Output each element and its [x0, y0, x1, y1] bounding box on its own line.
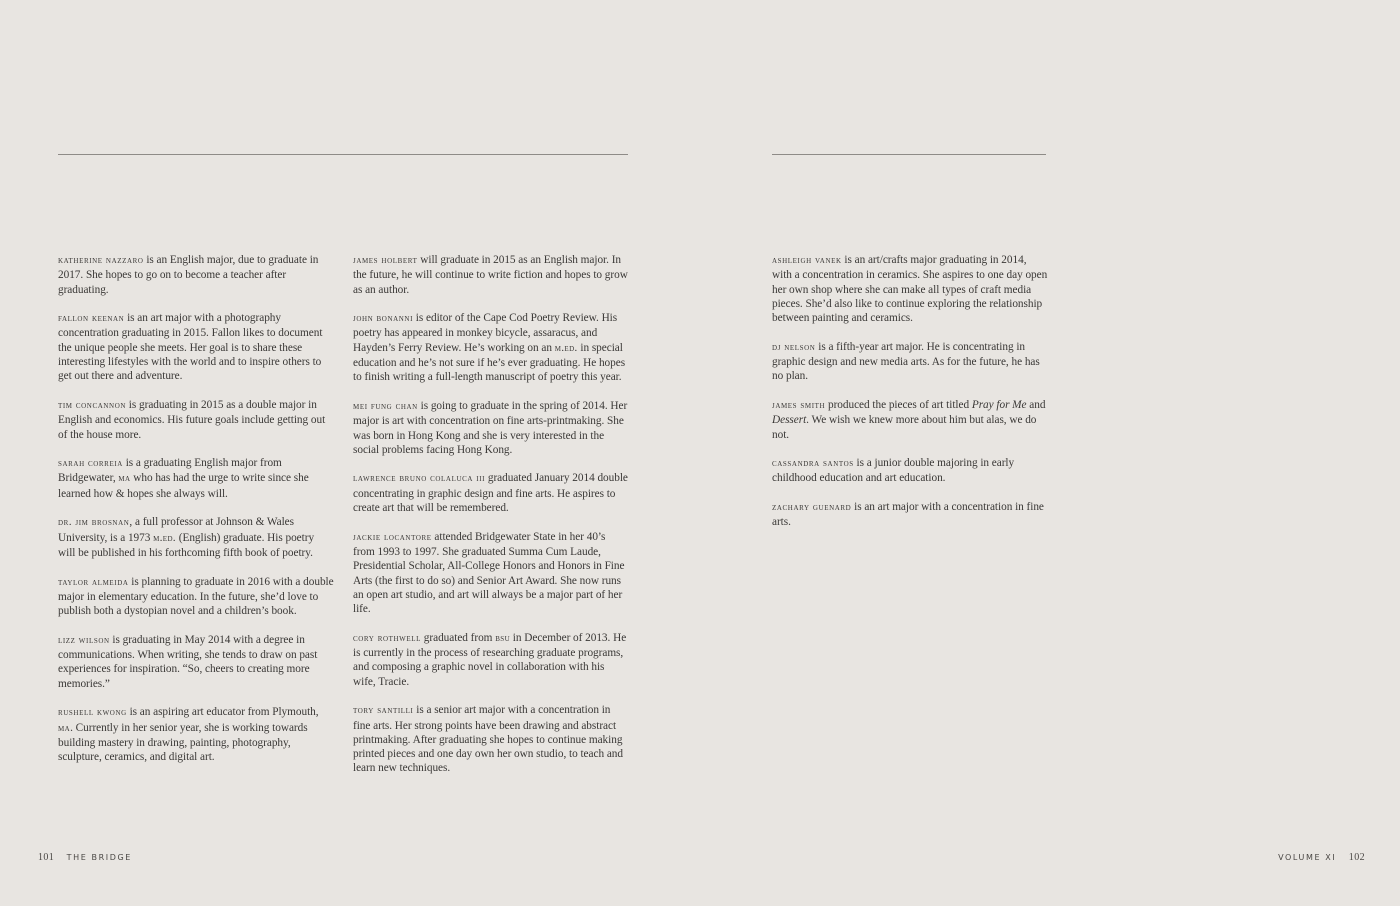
abbreviation: ma [118, 473, 131, 485]
left-page-rule [58, 154, 628, 155]
contributor-name: fallon keenan [58, 313, 125, 325]
contributor-bio [58, 575, 334, 619]
contributor-bio [353, 399, 629, 457]
contributor-name: cory rothwell [353, 632, 422, 644]
contributor-name: dj nelson [772, 341, 816, 353]
contributor-bio [353, 253, 629, 297]
bio-text: produced the pieces of art titled [827, 398, 972, 411]
contributor-bio [58, 311, 334, 383]
contributor-bio [58, 515, 334, 560]
bio-text: . We wish we knew more about him but alas, we do not. [772, 414, 1037, 441]
contributor-name: mei fung chan [353, 400, 418, 412]
contributor-name: tory santilli [353, 705, 414, 717]
bio-text: in special education and he’s not sure if he’s ever graduating. He hopes to finish writing a full-length manuscript of poetry this year. [353, 341, 626, 384]
contributor-bio [58, 633, 334, 691]
contributor-bio [772, 398, 1048, 442]
bio-text: is an English major, due to graduate in 2017. She hopes to go on to become a teacher after graduating. [58, 254, 319, 296]
contributor-name: james holbert [353, 255, 418, 266]
bio-text: in December of 2013. He is currently in the process of researching graduate programs, and composing a graphic novel in collaboration with his wife, Tracie. [353, 631, 627, 688]
bio-text: is an aspiring art educator from Plymouth, [129, 706, 319, 719]
bio-text: graduated January 2014 double concentrating in graphic design and fine arts. He aspires to create art that will be remembered. [353, 472, 628, 515]
contributor-name: tim concannon [58, 399, 127, 411]
contributor-bio [353, 530, 629, 617]
contributor-bio [772, 500, 1048, 530]
contributor-bio [353, 703, 629, 775]
left-folio [38, 852, 132, 863]
right-folio [1278, 852, 1365, 863]
volume-label: VOLUME XI [1278, 853, 1337, 862]
bio-text: is going to graduate in the spring of 2014. Her major is art with concentration on fine arts-printmaking. She was born in Hong Kong and she is very interested in the social problems facing Hong Kong. [353, 399, 628, 456]
right-page-number: 102 [1348, 852, 1365, 863]
abbreviation: m.ed. [554, 342, 578, 354]
contributor-name: sarah correia [58, 458, 123, 470]
bio-text: , a full professor at Johnson & Wales University, is a 1973 [58, 516, 294, 544]
contributor-name: taylor almeida [58, 576, 129, 588]
contributor-bio [58, 253, 334, 297]
contributor-bio [353, 311, 629, 384]
contributor-bio [58, 398, 334, 442]
contributor-bio [772, 456, 1048, 486]
contributor-bio [772, 340, 1048, 384]
contributor-name: dr. jim brosnan [58, 517, 130, 529]
bio-text: (English) graduate. His poetry will be published in his forthcoming fifth book of poetry. [58, 531, 315, 559]
bio-text: is an art major with a concentration in fine arts. [772, 501, 1044, 529]
contributor-name: john bonanni [353, 313, 414, 325]
bio-text: is a junior double majoring in early childhood education and art education. [772, 457, 1015, 485]
contributor-bio [772, 253, 1048, 325]
bio-text: and [1026, 398, 1046, 411]
bio-text: will graduate in 2015 as an English major. In the future, he will continue to write fiction and hopes to grow as an author. [353, 254, 628, 296]
bio-text: is graduating in May 2014 with a degree in communications. When writing, she tends to draw on past experiences for inspiration. “So, cheers to creating more memories.” [58, 633, 318, 690]
bio-column-3 [772, 253, 1048, 544]
contributor-name: lizz wilson [58, 634, 110, 646]
contributor-name: ashleigh vanek [772, 255, 842, 266]
contributor-name: katherine nazzaro [58, 255, 144, 266]
contributor-bio [353, 631, 629, 689]
contributor-bio [58, 705, 334, 764]
bio-column-2 [353, 253, 629, 790]
bio-text: who has had the urge to write since she learned how & hopes she always will. [58, 472, 309, 500]
right-page-rule [772, 154, 1046, 155]
contributor-name: lawrence bruno colaluca iii [353, 473, 486, 485]
contributor-bio [58, 456, 334, 501]
artwork-title: Dessert [772, 414, 807, 427]
contributor-name: cassandra santos [772, 458, 854, 470]
abbreviation: m.ed. [153, 532, 176, 544]
bio-text: is a fifth-year art major. He is concentrating in graphic design and new media arts. As for the future, he has no plan. [772, 340, 1040, 383]
bio-text: is an art major with a photography concentration graduating in 2015. Fallon likes to document the unique people she meets. Her goal is to share these interesting lifestyles with the world and to inspire others to get out there and adventure. [58, 312, 323, 383]
bio-text: is a graduating English major from Bridgewater, [58, 457, 282, 485]
contributor-name: jackie locantore [353, 531, 432, 543]
contributor-bio [353, 471, 629, 515]
bio-text: is planning to graduate in 2016 with a double major in elementary education. In the future, she’d love to publish both a dystopian novel and a children’s book. [58, 575, 334, 618]
abbreviation: bsu [495, 632, 511, 644]
left-page-number: 101 [38, 852, 55, 863]
contributor-name: james smith [772, 399, 826, 411]
bio-text: is an art/crafts major graduating in 2014, with a concentration in ceramics. She aspires to one day open her own shop where she can make all types of craft media pieces. She’d also like to continue exploring the relationship between painting and ceramics. [772, 254, 1048, 325]
bio-text: . Currently in her senior year, she is working towards building mastery in drawing, painting, photography, sculpture, ceramics, and digital art. [58, 721, 308, 764]
bio-text: attended Bridgewater State in her 40’s from 1993 to 1997. She graduated Summa Cum Laude, Presidential Scholar, All-College Honors and Honors in Fine Arts (the first to do so) and Senior Art Award. She now runs an open art studio, and art will always be a major part of her life. [353, 530, 625, 616]
abbreviation: ma [58, 722, 71, 734]
contributor-name: rushell kwong [58, 707, 127, 719]
bio-text: is editor of the Cape Cod Poetry Review. His poetry has appeared in monkey bicycle, assaracus, and Hayden’s Ferry Review. He’s working on an [353, 312, 618, 354]
publication-title: THE BRIDGE [66, 853, 132, 862]
bio-text: is graduating in 2015 as a double major in English and economics. His future goals include getting out of the house more. [58, 398, 326, 441]
bio-text: is a senior art major with a concentration in fine arts. Her strong points have been drawing and abstract printmaking. After graduating she hopes to continue making printed pieces and one day own her own studio, to teach and learn new techniques. [353, 704, 623, 775]
contributor-name: zachary guenard [772, 502, 852, 514]
bio-column-1 [58, 253, 334, 779]
artwork-title: Pray for Me [971, 398, 1027, 411]
bio-text: graduated from [423, 631, 496, 644]
